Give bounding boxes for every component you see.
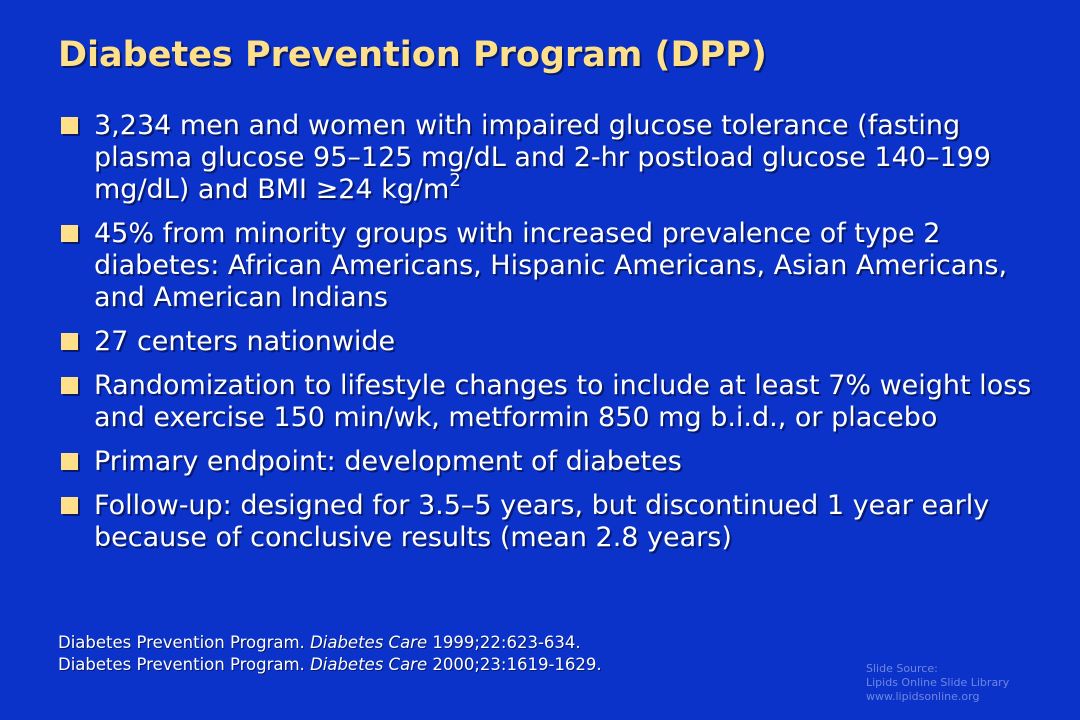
source-url: www.lipidsonline.org bbox=[866, 690, 980, 703]
bullet-item bbox=[58, 218, 1058, 314]
square-bullet-icon bbox=[61, 117, 78, 134]
bullet-text: 3,234 men and women with impaired glucose tolerance (fasting plasma glucose 95–125 mg/dL and 2-hr postload glucose 140–199 mg/dL) and BMI ≥24 kg/m bbox=[94, 110, 991, 205]
reference-citation: 2000;23:1619-1629. bbox=[427, 655, 602, 674]
slide-source bbox=[866, 662, 1009, 704]
bullet-text: Primary endpoint: development of diabetes bbox=[94, 446, 682, 477]
reference-line bbox=[58, 654, 602, 676]
bullet-text: Follow-up: designed for 3.5–5 years, but discontinued 1 year early because of conclusive results (mean 2.8 years) bbox=[94, 490, 990, 553]
bullet-item bbox=[58, 446, 1058, 478]
source-library: Lipids Online Slide Library bbox=[866, 676, 1010, 689]
bullet-text: Randomization to lifestyle changes to include at least 7% weight loss and exercise 150 min/wk, metformin 850 mg b.i.d., or placebo bbox=[94, 370, 1032, 433]
reference-journal: Diabetes Care bbox=[310, 633, 428, 652]
square-bullet-icon bbox=[61, 377, 78, 394]
bullet-item bbox=[58, 370, 1058, 434]
reference-citation: 1999;22:623-634. bbox=[427, 633, 581, 652]
reference-author: Diabetes Prevention Program. bbox=[58, 633, 311, 652]
source-label: Slide Source: bbox=[866, 662, 938, 675]
reference-journal: Diabetes Care bbox=[310, 655, 428, 674]
reference-line bbox=[58, 632, 602, 654]
bullet-text: 27 centers nationwide bbox=[94, 326, 396, 357]
slide-title: Diabetes Prevention Program (DPP) bbox=[58, 35, 767, 75]
superscript: 2 bbox=[449, 170, 461, 191]
bullet-item bbox=[58, 490, 1058, 554]
bullet-item bbox=[58, 110, 1058, 206]
references bbox=[58, 632, 602, 676]
reference-author: Diabetes Prevention Program. bbox=[58, 655, 311, 674]
bullet-list bbox=[58, 110, 1058, 566]
square-bullet-icon bbox=[61, 497, 78, 514]
square-bullet-icon bbox=[61, 225, 78, 242]
square-bullet-icon bbox=[61, 333, 78, 350]
square-bullet-icon bbox=[61, 453, 78, 470]
bullet-text: 45% from minority groups with increased prevalence of type 2 diabetes: African Americans, Hispanic Americans, Asian Americans, and American Indians bbox=[94, 218, 1008, 313]
bullet-item bbox=[58, 326, 1058, 358]
